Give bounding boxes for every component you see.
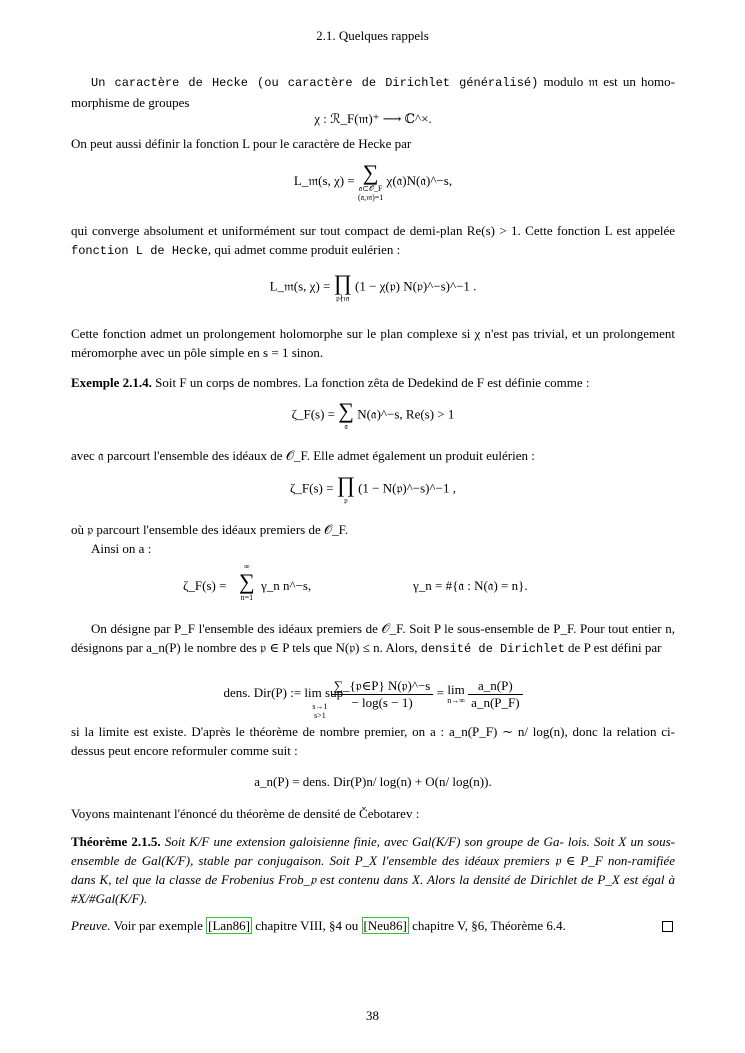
product-sign: ∏ <box>336 472 355 497</box>
p3-post: , qui admet comme produit eulérien : <box>207 242 401 257</box>
eq7-frac1-numerator: ∑_{𝔭∈P} N(𝔭)^−s <box>331 678 434 695</box>
eq4-sum <box>338 400 354 431</box>
eq7-lhs: dens. Dir(P) := lim sup <box>223 684 344 700</box>
paragraph-hecke-character <box>71 72 675 112</box>
eq5-product <box>337 474 355 505</box>
theorem-label: Théorème 2.1.5. <box>71 834 161 849</box>
eq2-sum <box>358 162 383 202</box>
term-hecke-character: Un caractère de Hecke (ou caractère de Dirichlet généralisé) <box>91 76 539 90</box>
p3-pre: qui converge absolument et uniformément sur tout compact de demi-plan Re(s) > 1. Cette fonction L est appelée <box>71 223 675 238</box>
theorem-2-1-5 <box>71 832 675 908</box>
eq7-lim <box>447 681 465 705</box>
term-hecke-l-function: fonction L de Hecke <box>71 244 208 258</box>
eq7-limsup-subscripts <box>312 702 327 720</box>
eq6-left-rhs: γ_n n^−s, <box>261 578 312 593</box>
eq3-rhs: (1 − χ(𝔭) N(𝔭)^−s)^−1 . <box>355 278 477 294</box>
proof-label: Preuve. <box>71 918 111 933</box>
citation-neu86[interactable]: [Neu86] <box>363 918 407 933</box>
eq7-frac1-denominator: − log(s − 1) <box>351 694 413 710</box>
eq3-product <box>334 272 352 303</box>
product-sign: ∏ <box>333 270 352 295</box>
paragraph-l-function-intro: On peut aussi définir la fonction L pour le caractère de Hecke par <box>71 136 412 151</box>
eq6-left-lhs: ζ_F(s) = <box>183 578 227 593</box>
eq7-limsup-sub2: s>1 <box>314 711 326 720</box>
eq6-sum <box>239 562 255 602</box>
equation-dirichlet-density <box>71 668 675 720</box>
eq7-equals: = <box>436 684 444 700</box>
example-label: Exemple 2.1.4. <box>71 375 152 390</box>
running-header: 2.1. Quelques rappels <box>316 28 429 43</box>
eq7-lim-sub: n→∞ <box>447 695 465 705</box>
eq7-fraction-2 <box>468 678 522 711</box>
summation-sign: ∑ <box>239 569 255 594</box>
paragraph-prime-number-theorem: si la limite est existe. D'après le théorème de nombre premier, on a : a_n(P_F) ∼ n/ log(n), donc la relation ci-dessus peut encore reformuler comme suit : <box>71 724 675 758</box>
eq6-right: γ_n = #{𝔞 : N(𝔞) = n}. <box>413 578 528 593</box>
eq7-frac2-numerator: a_n(P) <box>468 678 522 695</box>
example-text: Soit F un corps de nombres. La fonction zêta de Dedekind de F est définie comme : <box>155 375 590 390</box>
eq5-product-index: 𝔭 <box>343 496 348 505</box>
equation-zeta-series <box>71 562 675 610</box>
eq2-lhs: L_𝔪(s, χ) = <box>293 172 355 188</box>
proof-pre: Voir par exemple <box>113 918 203 933</box>
proof-mid: chapitre VIII, §4 ou <box>255 918 359 933</box>
paragraph-chebotarev-intro: Voyons maintenant l'énoncé du théorème de densité de Čebotarev : <box>71 806 420 821</box>
eq4-rhs: N(𝔞)^−s, Re(s) > 1 <box>357 406 455 422</box>
citation-lan86[interactable]: [Lan86] <box>208 918 251 933</box>
paragraph-prime-ideals: où 𝔭 parcourt l'ensemble des idéaux premiers de 𝒪_F. <box>71 522 349 537</box>
equation-dedekind-zeta <box>71 400 675 436</box>
eq2-rhs: χ(𝔞)N(𝔞)^−s, <box>386 172 453 188</box>
paragraph-ainsi: Ainsi on a : <box>91 541 152 556</box>
eq7-limsup-sub1: s→1 <box>312 702 328 711</box>
theorem-text: Soit K/F une extension galoisienne finie, avec Gal(K/F) son groupe de Ga- lois. Soit X un sous-ensemble de Gal(K/F), stable par conjugaison. Soit P_X l'ensemble des idéaux premiers 𝔭 ∈ P_F non-ramifiée dans K, tel que la classe de Frobenius Frob_𝔭 est contenu dans X. Alors la densité de Dirichlet de P_X est égal à #X/#Gal(K/F). <box>71 834 676 906</box>
eq4-lhs: ζ_F(s) = <box>291 406 336 422</box>
page-number: 38 <box>366 1008 379 1023</box>
eq5-lhs: ζ_F(s) = <box>290 480 334 496</box>
p8-pre: On désigne par P_F l'ensemble des idéaux premiers de 𝒪_F. Soit P le sous-ensemble de P_F. Pour tout entier n, désignons par a_n(P) le nombre des 𝔭 ∈ P tels que N(𝔭) ≤ n. Alors, <box>71 621 675 655</box>
eq5-rhs: (1 − N(𝔭)^−s)^−1 , <box>358 480 456 496</box>
eq3-lhs: L_𝔪(s, χ) = <box>269 278 331 294</box>
eq7-lim-word: lim <box>447 681 465 697</box>
equation-hecke-l-series <box>71 162 675 210</box>
equation-asymptotic: a_n(P) = dens. Dir(P)n/ log(n) + O(n/ log(n)). <box>254 774 492 789</box>
equation-euler-product-hecke <box>71 272 675 310</box>
term-dirichlet-density: densité de Dirichlet <box>420 642 565 656</box>
summation-sign: ∑ <box>338 398 354 423</box>
paragraph-hecke-character-text: modulo 𝔪 est un homo- morphisme de groupes <box>71 74 675 110</box>
summation-sign: ∑ <box>362 160 379 185</box>
p8-post: de P est défini par <box>568 640 662 655</box>
eq7-fraction-1 <box>331 678 434 711</box>
eq6-sum-bottom: n=1 <box>240 593 254 602</box>
example-2-1-4 <box>71 373 675 392</box>
eq2-sum-index: 𝔞⊂𝒪_F <box>358 184 383 193</box>
paragraph-convergence <box>71 221 675 261</box>
eq7-frac2-denominator: a_n(P_F) <box>471 694 520 710</box>
qed-symbol <box>662 921 673 932</box>
equation-euler-product-zeta <box>71 474 675 510</box>
paragraph-ideals: avec 𝔞 parcourt l'ensemble des idéaux de 𝒪_F. Elle admet également un produit eulérien : <box>71 448 535 463</box>
eq6-sum-top: ∞ <box>243 562 250 571</box>
paragraph-dirichlet-density-def <box>71 619 675 659</box>
proof-post: chapitre V, §6, Théorème 6.4. <box>412 918 566 933</box>
eq4-sum-index: 𝔞 <box>344 422 348 431</box>
eq2-sum-condition: (𝔞,𝔪)=1 <box>357 193 384 202</box>
proof <box>71 916 675 935</box>
paragraph-continuation: Cette fonction admet un prolongement holomorphe sur le plan complexe si χ n'est pas trivial, et un prolongement méromorphe avec un pôle simple en s = 1 sinon. <box>71 326 675 360</box>
eq3-product-index: 𝔭∤𝔪 <box>335 294 350 303</box>
equation-character-map: χ : ℛ_F(𝔪)⁺ ⟶ ℂ^×. <box>314 111 432 126</box>
